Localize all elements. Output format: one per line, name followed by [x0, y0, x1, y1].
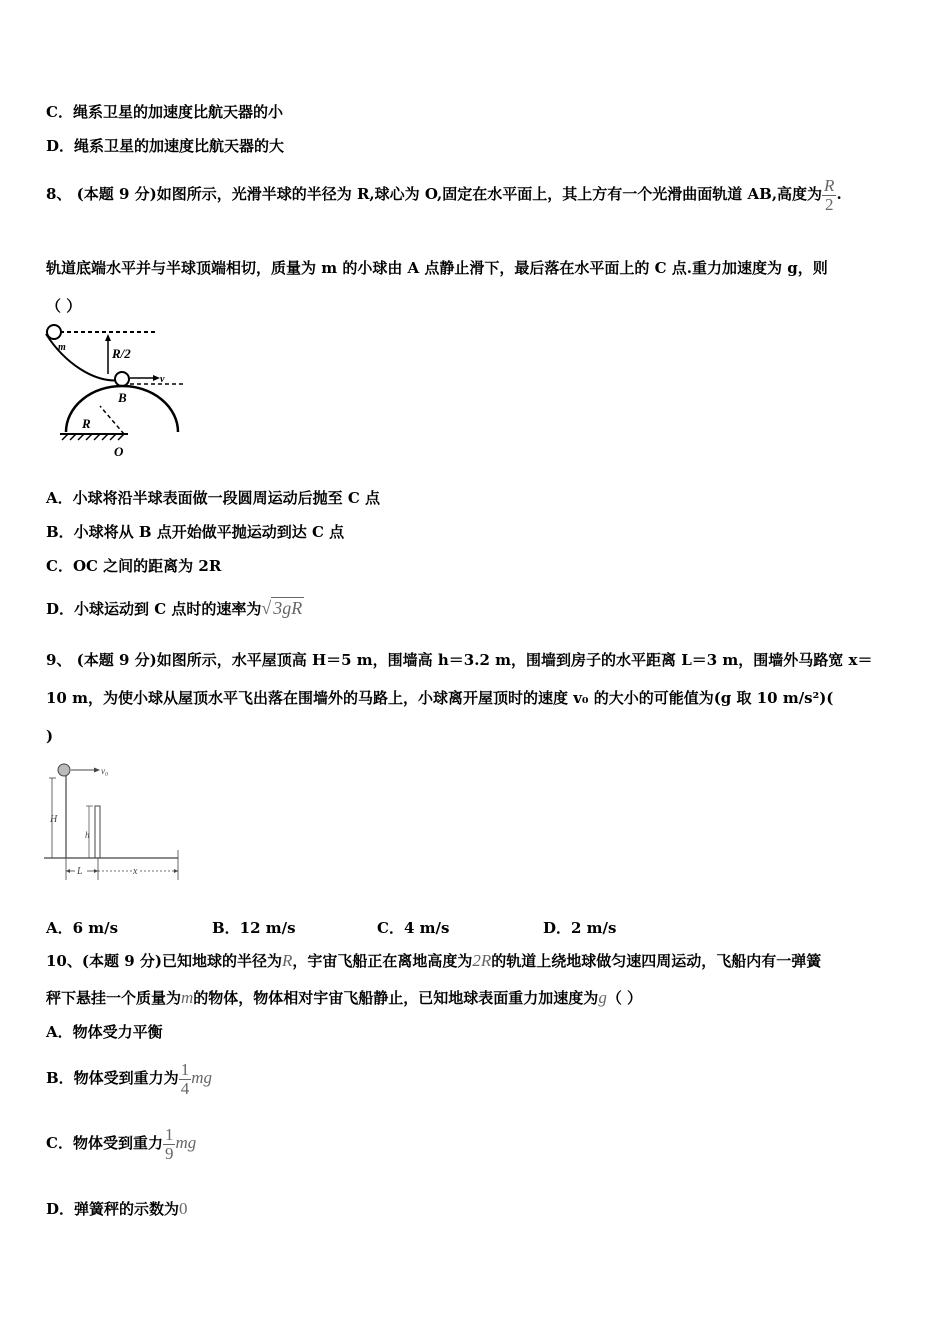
- q10-option-a: A．物体受力平衡: [46, 1023, 163, 1041]
- label-h-big: H: [50, 814, 58, 825]
- q8-frac-den: 2: [824, 194, 834, 214]
- q10-option-d-text: D．弹簧秤的示数为: [46, 1200, 180, 1218]
- q10-d-value: 0: [179, 1199, 188, 1218]
- q9-stem-line3: ): [46, 727, 54, 745]
- q8-option-d-text: D．小球运动到 C 点时的速率为: [46, 600, 262, 618]
- q10-text-e: 的物体，物体相对宇宙飞船静止，已知地球表面重力加速度为: [193, 989, 599, 1007]
- q8-option-a: A．小球将沿半球表面做一段圆周运动后抛至 C 点: [46, 489, 381, 507]
- q10-c-den: 9: [164, 1143, 174, 1163]
- q8-option-c: C．OC 之间的距离为 2R: [46, 557, 222, 575]
- label-o: O: [114, 444, 124, 459]
- q10-math-2r: 2R: [472, 951, 492, 970]
- q10-text-a: 10、(本题 9 分)已知地球的半径为: [46, 952, 282, 970]
- q10-option-b-text: B．物体受到重力为: [46, 1069, 179, 1087]
- q10-stem-line2: [46, 988, 642, 1008]
- q10-math-r: R: [281, 951, 293, 970]
- q8-stem-text: 8、 (本题 9 分)如图所示，光滑半球的半径为 R,球心为 O,固定在水平面上，其上方有一个光滑曲面轨道 AB,高度为: [46, 185, 823, 203]
- label-l: L: [77, 866, 83, 877]
- q10-stem-line1: [46, 951, 821, 971]
- q9-stem-line2: 10 m，为使小球从屋顶水平飞出落在围墙外的马路上，小球离开屋顶时的速度 v₀ 的大小的可能值为(g 取 10 m/s²)(: [46, 689, 834, 707]
- fence: [95, 806, 100, 858]
- q10-text-f: （ ）: [606, 989, 643, 1007]
- sqrt-expression: √ 3gR: [261, 598, 303, 618]
- label-v: v: [160, 374, 165, 385]
- label-h-small: h: [85, 830, 90, 840]
- q10-option-c: [46, 1118, 196, 1168]
- q8-stem-line2: 轨道底端水平并与半球顶端相切，质量为 m 的小球由 A 点静止滑下，最后落在水平面上的 C 点.重力加速度为 g，则: [46, 259, 828, 277]
- q8-figure: [44, 322, 192, 462]
- q7-option-d: D．绳系卫星的加速度比航天器的大: [46, 137, 285, 155]
- q8-frac-num: R: [824, 175, 835, 195]
- q7-option-c: C．绳系卫星的加速度比航天器的小: [46, 103, 283, 121]
- q9-option-d: D．2 m/s: [543, 919, 617, 937]
- q8-fraction: [822, 177, 836, 214]
- q10-b-mg: mg: [191, 1068, 212, 1087]
- label-r: R: [82, 416, 91, 431]
- label-m: m: [58, 342, 66, 353]
- ball-b: [115, 372, 129, 386]
- q10-text-b: ，宇宙飞船正在离地高度为: [292, 952, 473, 970]
- label-x: x: [133, 866, 138, 877]
- q10-option-c-text: C．物体受到重力: [46, 1134, 163, 1152]
- q10-option-d: [46, 1199, 188, 1219]
- sqrt-radicand: 3gR: [273, 598, 303, 618]
- q10-option-b: [46, 1056, 212, 1100]
- q10-c-mg: mg: [175, 1133, 197, 1152]
- q10-c-fraction: [163, 1126, 176, 1163]
- q9-option-c: C．4 m/s: [377, 919, 450, 937]
- q8-stem-line3: （ ）: [46, 297, 82, 315]
- q8-stem-line1: [46, 172, 842, 216]
- q8-stem-end: .: [836, 185, 842, 203]
- q10-b-num: 1: [180, 1059, 190, 1079]
- ball: [58, 764, 70, 776]
- q10-text-c: 的轨道上绕地球做匀速四周运动，飞船内有一弹簧: [491, 952, 822, 970]
- label-r2: R/2: [112, 346, 131, 361]
- q9-stem-line1: 9、 (本题 9 分)如图所示，水平屋顶高 H＝5 m，围墙高 h＝3.2 m，围墙到房子的水平距离 L＝3 m，围墙外马路宽 x＝: [46, 651, 873, 669]
- q10-text-d: 秤下悬挂一个质量为: [46, 989, 182, 1007]
- q8-option-b: B．小球将从 B 点开始做平抛运动到达 C 点: [46, 523, 345, 541]
- q10-c-num: 1: [164, 1124, 174, 1144]
- q10-math-m: m: [181, 988, 194, 1007]
- q8-option-d: [46, 598, 304, 619]
- q10-b-fraction: [179, 1061, 192, 1098]
- label-v0: v₀: [101, 766, 109, 776]
- q10-math-g: g: [598, 988, 607, 1007]
- q10-b-den: 4: [180, 1078, 190, 1098]
- q9-option-b: B．12 m/s: [212, 919, 296, 937]
- q9-option-a: A．6 m/s: [46, 919, 119, 937]
- q9-figure: [44, 760, 184, 884]
- label-b: B: [118, 390, 127, 405]
